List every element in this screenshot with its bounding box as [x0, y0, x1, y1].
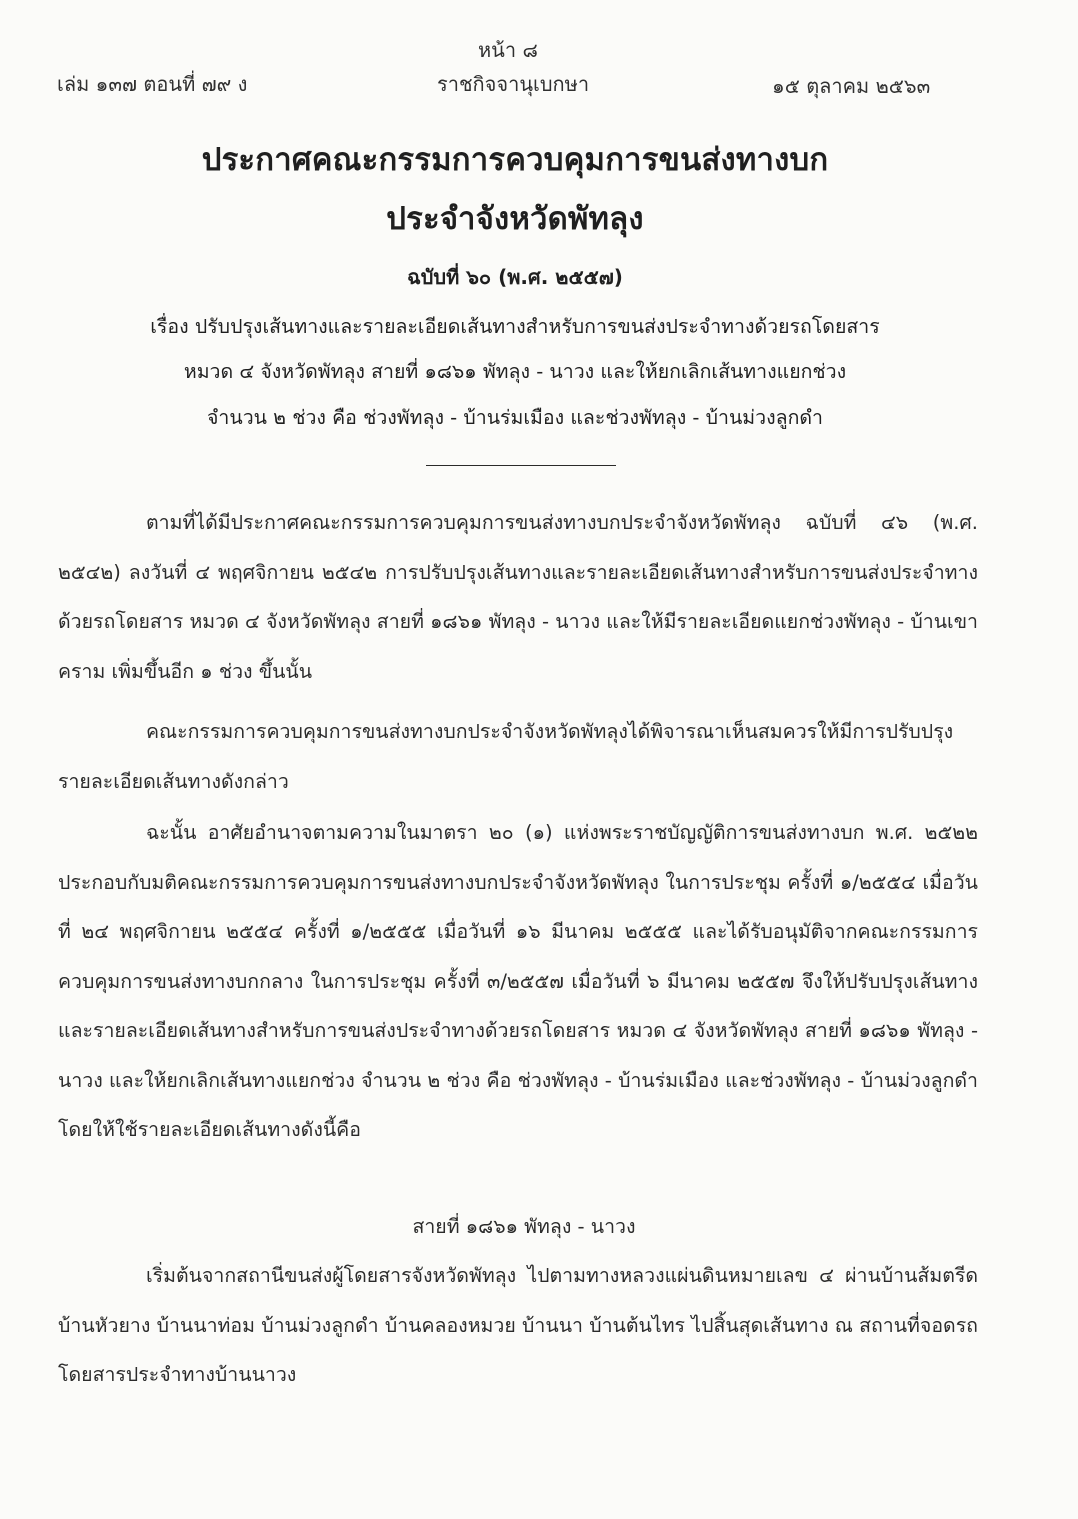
- route-heading: สายที่ ๑๘๖๑ พัทลุง - นาวง: [412, 1215, 636, 1238]
- subject-line: เรื่อง ปรับปรุงเส้นทางและรายละเอียดเส้นทางสำหรับการขนส่งประจำทางด้วยรถโดยสาร: [150, 315, 880, 338]
- body-paragraph: ตามที่ได้มีประกาศคณะกรรมการควบคุมการขนส่งทางบกประจำจังหวัดพัทลุง ฉบับที่ ๔๖ (พ.ศ. ๒๕๔๒) ลงวันที่ ๔ พฤศจิกายน ๒๕๔๒ การปรับปรุงเส้นทางและรายละเอียดเส้นทางสำหรับการขนส่งประจำทางด้วยรถโดยสาร หมวด ๔ จังหวัดพัทลุง สายที่ ๑๘๖๑ พัทลุง - นาวง และให้มีรายละเอียดแยกช่วงพัทลุง - บ้านเขาคราม เพิ่มขึ้นอีก ๑ ช่วง ขึ้นนั้น: [58, 511, 978, 683]
- body-paragraph: ฉะนั้น อาศัยอำนาจตามความในมาตรา ๒๐ (๑) แห่งพระราชบัญญัติการขนส่งทางบก พ.ศ. ๒๕๒๒ ประกอบกับมติคณะกรรมการควบคุมการขนส่งทางบกประจำจังหวัดพัทลุง ในการประชุม ครั้งที่ ๑/๒๕๕๔ เมื่อวันที่ ๒๔ พฤศจิกายน ๒๕๕๔ ครั้งที่ ๑/๒๕๕๕ เมื่อวันที่ ๑๖ มีนาคม ๒๕๕๕ และได้รับอนุมัติจากคณะกรรมการควบคุมการขนส่งทางบกกลาง ในการประชุม ครั้งที่ ๓/๒๕๕๗ เมื่อวันที่ ๖ มีนาคม ๒๕๕๗ จึงให้ปรับปรุงเส้นทางและรายละเอียดเส้นทางสำหรับการขนส่งประจำทางด้วยรถโดยสาร หมวด ๔ จังหวัดพัทลุง สายที่ ๑๘๖๑ พัทลุง - นาวง และให้ยกเลิกเส้นทางแยกช่วง จำนวน ๒ ช่วง คือ ช่วงพัทลุง - บ้านร่มเมือง และช่วงพัทลุง - บ้านม่วงลูกดำ โดยให้ใช้รายละเอียดเส้นทางดังนี้คือ: [58, 821, 978, 1141]
- subject-line: หมวด ๔ จังหวัดพัทลุง สายที่ ๑๘๖๑ พัทลุง - นาวง และให้ยกเลิกเส้นทางแยกช่วง: [183, 360, 847, 383]
- volume-issue: เล่ม ๑๓๗ ตอนที่ ๗๙ ง: [57, 72, 248, 96]
- gazette-name: ราชกิจจานุเบกษา: [437, 72, 590, 96]
- title-divider: [426, 465, 616, 466]
- publication-date: ๑๕ ตุลาคม ๒๕๖๓: [772, 74, 931, 98]
- body-paragraph: คณะกรรมการควบคุมการขนส่งทางบกประจำจังหวัดพัทลุงได้พิจารณาเห็นสมควรให้มีการปรับปรุงรายละเอียดเส้นทางดังกล่าว: [58, 720, 954, 793]
- announcement-issue: ฉบับที่ ๖๐ (พ.ศ. ๒๕๕๗): [407, 265, 623, 289]
- announcement-title: ประกาศคณะกรรมการควบคุมการขนส่งทางบก: [201, 142, 829, 178]
- route-description: เริ่มต้นจากสถานีขนส่งผู้โดยสารจังหวัดพัทลุง ไปตามทางหลวงแผ่นดินหมายเลข ๔ ผ่านบ้านส้มตรีด บ้านหัวยาง บ้านนาท่อม บ้านม่วงลูกดำ บ้านคลองหมวย บ้านนา บ้านต้นไทร ไปสิ้นสุดเส้นทาง ณ สถานที่จอดรถโดยสารประจำทางบ้านนาวง: [58, 1264, 978, 1386]
- announcement-title-province: ประจำจังหวัดพัทลุง: [386, 201, 644, 237]
- subject-line: จำนวน ๒ ช่วง คือ ช่วงพัทลุง - บ้านร่มเมือง และช่วงพัทลุง - บ้านม่วงลูกดำ: [206, 406, 823, 429]
- page-number: หน้า ๘: [478, 38, 538, 62]
